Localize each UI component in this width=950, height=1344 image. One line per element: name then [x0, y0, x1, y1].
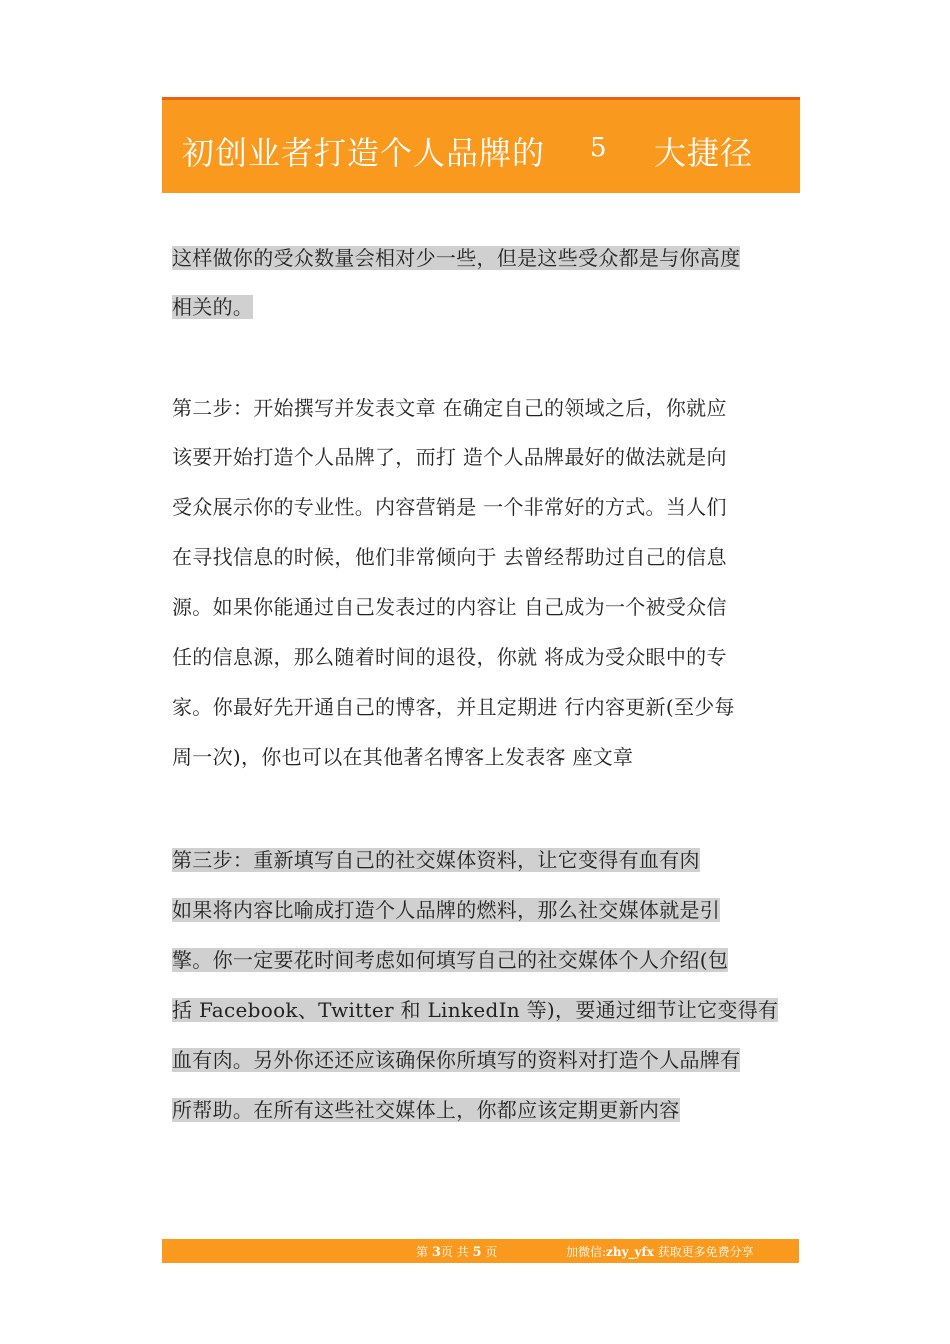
paragraph-2-line: 源。如果你能通过自己发表过的内容让 自己成为一个被受众信 [172, 595, 727, 619]
paragraph-2-line: 周一次)，你也可以在其他著名博客上发表客 座文章 [172, 745, 634, 769]
wechat-promo: 加微信:zhy_yfx 获取更多免费分享 [566, 1245, 754, 1259]
footer-bar [162, 1239, 799, 1263]
page-title-number: 5 [590, 133, 608, 163]
page-indicator: 第 3页 共 5 页 [416, 1245, 498, 1260]
paragraph-2-line: 任的信息源，那么随着时间的退役，你就 将成为受众眼中的专 [172, 645, 727, 669]
paragraph-2-line: 家。你最好先开通自己的博客，并且定期进 行内容更新(至少每 [172, 695, 735, 719]
wechat-id: zhy_yfx [606, 1245, 654, 1259]
total-page-number: 5 [472, 1245, 482, 1260]
paragraph-3-line: 所帮助。在所有这些社交媒体上，你都应该定期更新内容 [172, 1098, 680, 1122]
paragraph-3-line: 括 Facebook、Twitter 和 LinkedIn 等)，要通过细节让它变得有 [172, 998, 779, 1022]
title-banner [162, 97, 800, 193]
paragraph-3-line: 擎。你一定要花时间考虑如何填写自己的社交媒体个人介绍(包 [172, 948, 729, 972]
paragraph-2-line: 在寻找信息的时候，他们非常倾向于 去曾经帮助过自己的信息 [172, 545, 727, 569]
paragraph-2-line: 受众展示你的专业性。内容营销是 一个非常好的方式。当人们 [172, 495, 727, 519]
page-title: 初创业者打造个人品牌的 [182, 134, 546, 172]
paragraph-2-line: 第二步：开始撰写并发表文章 在确定自己的领域之后，你就应 [172, 396, 727, 420]
page-title-suffix: 大捷径 [654, 134, 754, 172]
paragraph-1-line: 这样做你的受众数量会相对少一些，但是这些受众都是与你高度 [172, 246, 741, 270]
paragraph-1-line: 相关的。 [172, 295, 254, 319]
current-page-number: 3 [431, 1245, 441, 1260]
paragraph-3-line: 血有肉。另外你还还应该确保你所填写的资料对打造个人品牌有 [172, 1048, 741, 1072]
paragraph-3-line: 如果将内容比喻成打造个人品牌的燃料，那么社交媒体就是引 [172, 898, 721, 922]
paragraph-3-line: 第三步：重新填写自己的社交媒体资料，让它变得有血有肉 [172, 848, 700, 872]
paragraph-2-line: 该要开始打造个人品牌了，而打 造个人品牌最好的做法就是向 [172, 445, 727, 469]
